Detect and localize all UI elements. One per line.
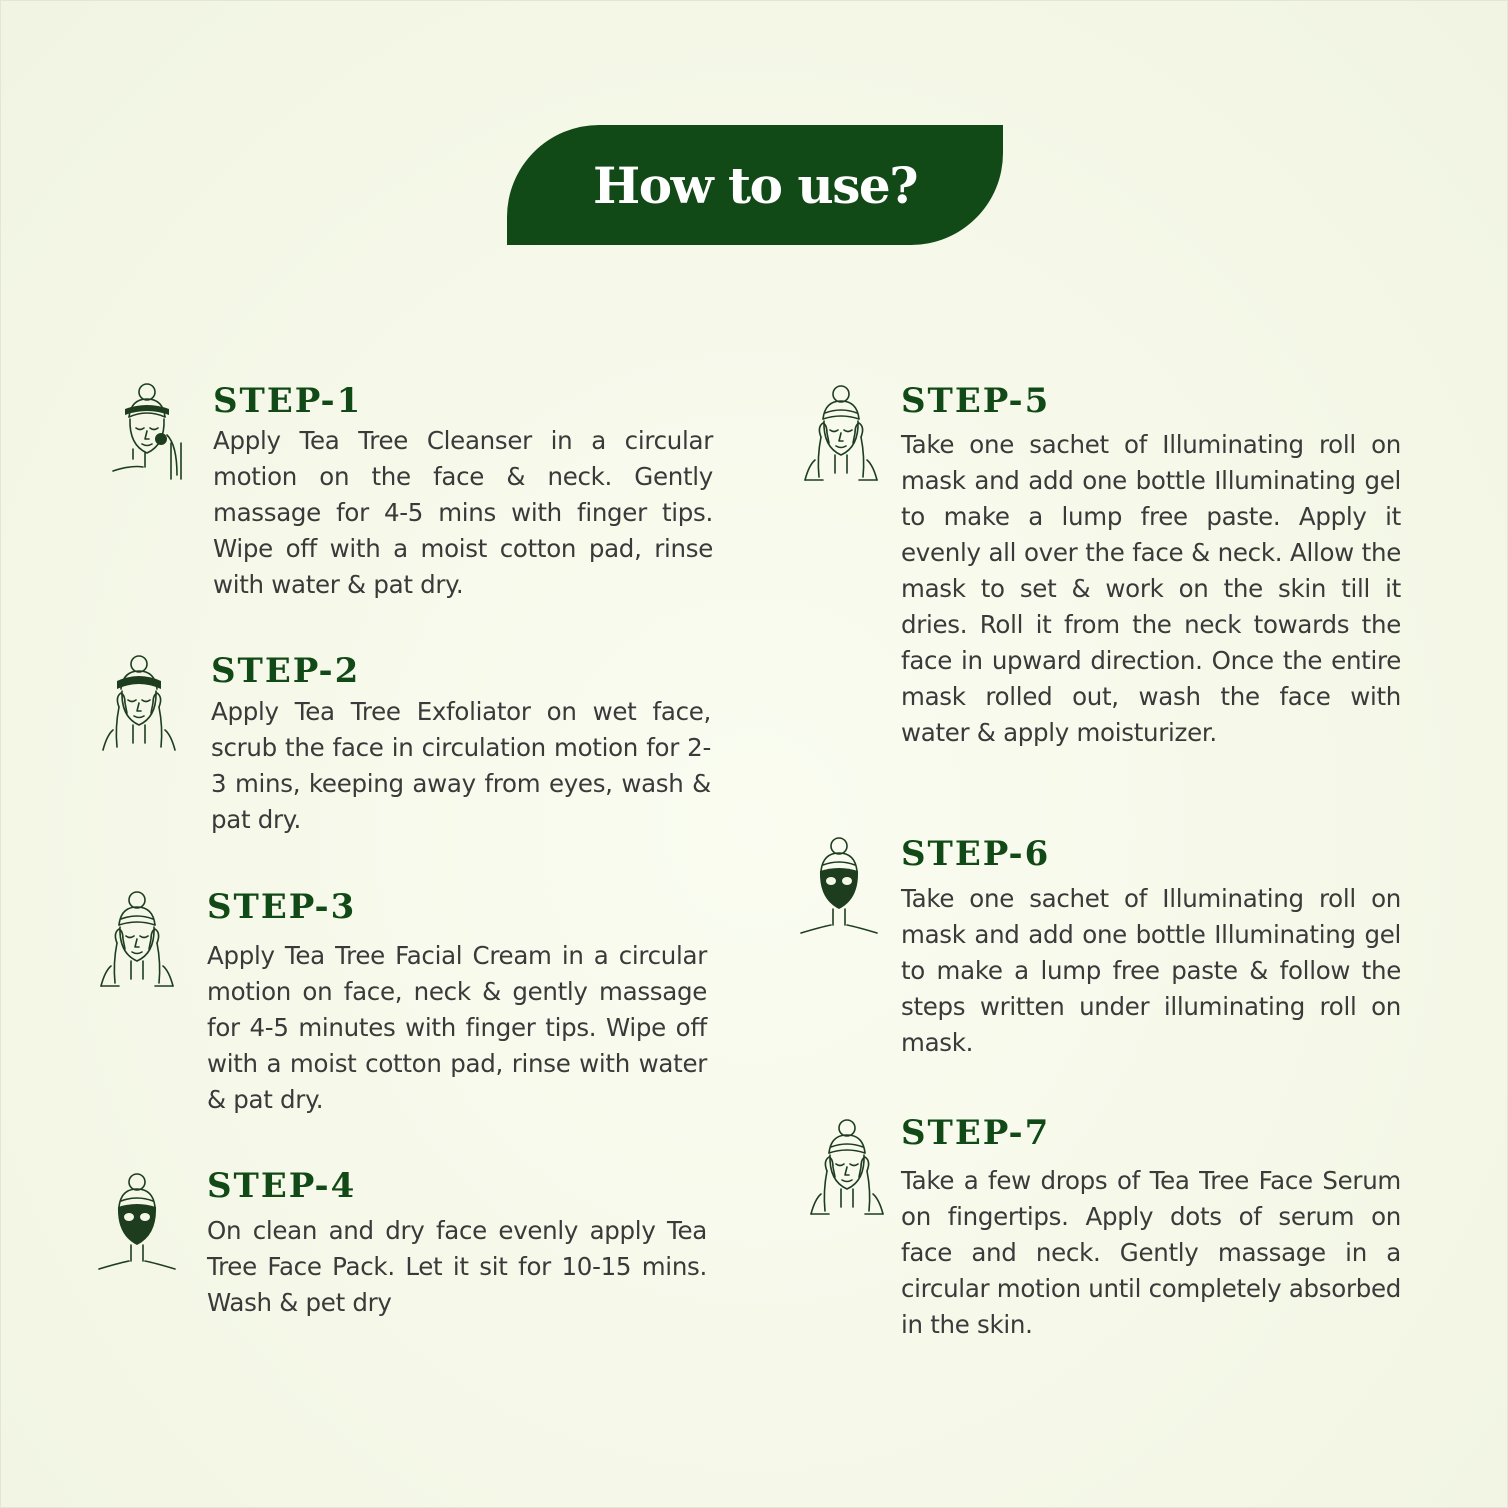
woman-serum-icon xyxy=(807,1119,887,1249)
woman-face-pack-icon xyxy=(799,837,879,967)
woman-cleansing-icon xyxy=(109,383,189,513)
step-1-text: Apply Tea Tree Cleanser in a circular motion on the face & neck. Gently massage for 4-5 mins with finger tips. Wipe off with a moist cotton pad, rinse with water & pat dry. xyxy=(213,426,713,599)
woman-face-pack-icon xyxy=(97,1173,177,1303)
step-7-text: Take a few drops of Tea Tree Face Serum on fingertips. Apply dots of serum on face and neck. Gently massage in a circular motion until completely absorbed in the skin. xyxy=(901,1166,1401,1339)
step-2-title: STEP-2 xyxy=(211,651,361,691)
step-6-title: STEP-6 xyxy=(901,834,1051,874)
woman-massaging-icon xyxy=(97,891,177,1021)
step-5-text: Take one sachet of Illuminating roll on mask and add one bottle Illuminating gel to make a lump free paste. Apply it evenly all over the face & neck. Allow the mask to set & work on the skin till it dries. Roll it from the neck towards the face in upward direction. Once the entire mask rolled out, wash the face with water & apply moisturizer. xyxy=(901,430,1401,747)
step-3-title: STEP-3 xyxy=(207,887,357,927)
step-6-text: Take one sachet of Illuminating roll on mask and add one bottle Illuminating gel to make a lump free paste & follow the steps written under illuminating roll on mask. xyxy=(901,884,1401,1057)
step-4-text: On clean and dry face evenly apply Tea Tree Face Pack. Let it sit for 10-15 mins. Wash & pet dry xyxy=(207,1216,707,1317)
page-title: How to use? xyxy=(592,155,917,215)
woman-scrubbing-icon xyxy=(99,655,179,785)
title-banner xyxy=(507,125,1003,245)
step-2-text: Apply Tea Tree Exfoliator on wet face, scrub the face in circulation motion for 2-3 mins, keeping away from eyes, wash & pat dry. xyxy=(211,697,711,834)
step-7-title: STEP-7 xyxy=(901,1113,1051,1153)
step-3-text: Apply Tea Tree Facial Cream in a circular motion on face, neck & gently massage for 4-5 minutes with finger tips. Wipe off with a moist cotton pad, rinse with water & pat dry. xyxy=(207,941,707,1114)
woman-mask-icon xyxy=(801,385,881,515)
step-5-title: STEP-5 xyxy=(901,381,1051,421)
step-4-title: STEP-4 xyxy=(207,1166,357,1206)
step-1-title: STEP-1 xyxy=(213,381,363,421)
